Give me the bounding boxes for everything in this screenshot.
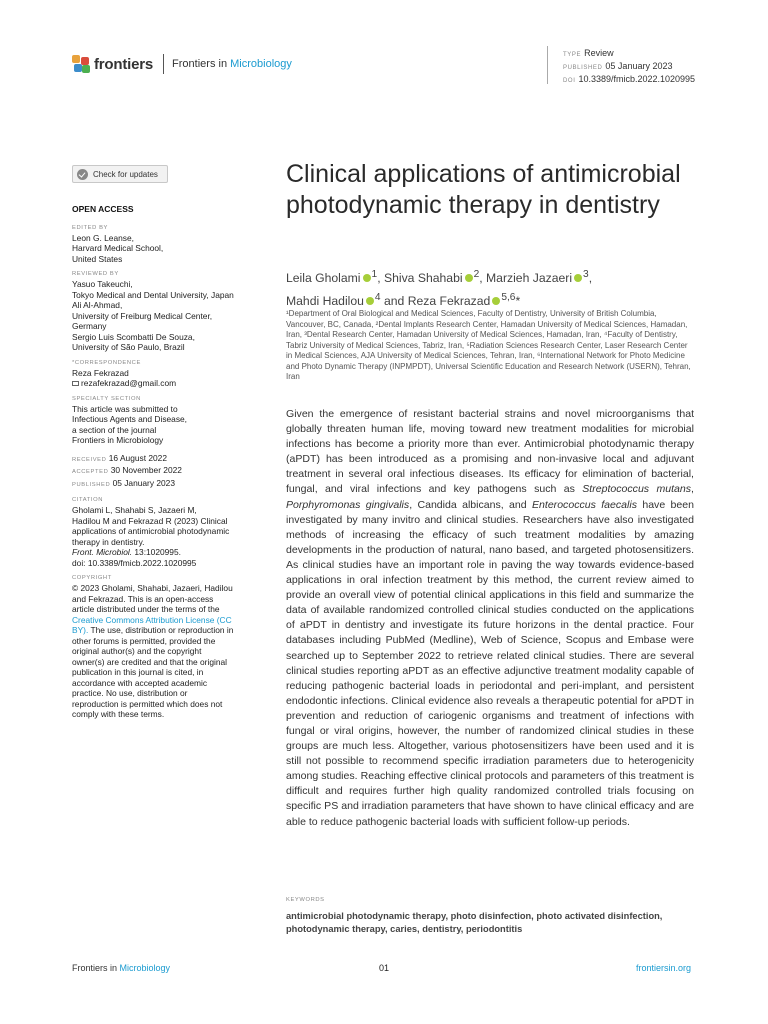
specialty-section xyxy=(72,404,254,446)
specialty-line: Frontiers in Microbiology xyxy=(72,435,164,445)
author-name[interactable]: Mahdi Hadilou xyxy=(286,294,364,309)
journal-prefix: Frontiers in xyxy=(172,58,228,70)
published-label: PUBLISHED xyxy=(563,65,603,71)
orcid-icon[interactable] xyxy=(465,274,473,282)
page-number: 01 xyxy=(379,963,390,973)
reviewer-line: Ali Al-Ahmad, xyxy=(72,300,123,310)
author-affil-sup: 3 xyxy=(583,269,589,280)
received-label: RECEIVED xyxy=(72,456,107,463)
citation-line: Hadilou M and Fekrazad R (2023) Clinical xyxy=(72,515,228,526)
keywords: antimicrobial photodynamic therapy, photo disinfection, photo activated disinfection, photodynamic therapy, caries, dentistry, periodontitis xyxy=(286,911,663,934)
reviewed-by-label: REVIEWED BY xyxy=(72,271,119,277)
copyright-line: publication in this journal is cited, in xyxy=(72,667,204,677)
edited-by xyxy=(72,233,254,265)
abstract-text: , Candida albicans, and xyxy=(409,498,532,511)
doi-label: DOI xyxy=(563,78,576,84)
author[interactable] xyxy=(384,271,486,285)
published-row xyxy=(72,478,254,491)
reviewer-line: Germany xyxy=(72,321,107,331)
frontiers-logo-icon xyxy=(72,55,90,73)
keywords-label: KEYWORDS xyxy=(286,897,325,903)
reviewed-by xyxy=(72,279,254,353)
author-name[interactable]: Marzieh Jazaeri xyxy=(486,271,573,286)
correspondence-label: *CORRESPONDENCE xyxy=(72,359,141,366)
mail-icon xyxy=(72,381,79,386)
copyright-text: The use, distribution or reproduction in xyxy=(88,625,234,635)
abstract-text: Given the emergence of resistant bacterial strains and novel microorganisms that globally threaten human life, moving toward new treatment modalities for microbial infections has become a priority more than ever. Antimicrobial photodynamic therapy (aPDT) has been introduced as a promising and non-invasive local and adjuvant treatment in several oral infectious diseases. Its efficacy for elimination of bacterial, fungal, and viral infections and key pathogens such as xyxy=(286,408,694,496)
edited-by-label: EDITED BY xyxy=(72,224,109,231)
frontiers-logo[interactable] xyxy=(72,54,292,74)
author[interactable] xyxy=(286,271,384,285)
author-affil-sup: 5,6 xyxy=(501,292,516,304)
author[interactable] xyxy=(408,294,521,308)
species-name: Streptococcus mutans xyxy=(582,483,692,496)
footer-journal[interactable] xyxy=(72,963,170,973)
copyright-line: practice. No use, distribution or xyxy=(72,688,188,698)
copyright-line: accordance with accepted academic xyxy=(72,677,208,688)
copyright-line: owner(s) are credited and that the original xyxy=(72,656,228,667)
citation-line: Gholami L, Shahabi S, Jazaeri M, xyxy=(72,505,197,515)
correspondence-email[interactable]: rezafekrazad@gmail.com xyxy=(81,378,177,388)
accepted-row xyxy=(72,465,254,478)
copyright-line: © 2023 Gholami, Shahabi, Jazaeri, Hadilou xyxy=(72,583,233,593)
reviewer-line: Tokyo Medical and Dental University, Japan xyxy=(72,289,234,300)
journal-name[interactable] xyxy=(172,58,292,70)
copyright-label: COPYRIGHT xyxy=(72,575,112,581)
abstract-text: have been investigated by many invitro and clinical studies. Researchers have also investigated methods of increasing the efficacy of such treatment modalities by amazing developments in the production of natural, nano based, and targeted photosensitizers. As clinical studies have an important role in paving the way towards evidence-based applications in oral infection treatment by this method, the current review aimed to provide an overall view of potential clinical applications in this field and summarize the data of available randomized controlled clinical studies conducted on the applications of aPDT in dentistry and investigate its future horizons in the dental practice. Four databases including PubMed (Medline), Web of Science, Scopus and Embase were searched up to September 2022 to retrieve related clinical studies. There are several clinical studies reporting aPDT as an effective adjunctive treatment modality capable of reducing pathogenic bacterial loads in periodontal and peri-implant, and persistent endodontic infections. Clinical evidence also reveals a therapeutic potential for aPDT in prevention and reduction of cariogenic organisms and treatment of infections with fungal or viral origins, however, the number of randomized clinical studies in these groups are much less. Altogether, various photosensitizers have been used and it is still not possible to recommend specific irradiation parameters due to heterogenicity among studies. Reaching effective clinical protocols and parameters of this treatment is difficult and requires further high quality randomized controlled trials focusing on specific PS and irradiation parameters that have shown to have clinical efficacy and are able to reduce pathogenic bacterial loads with sufficient follow-up periods. xyxy=(286,498,694,828)
doi-value[interactable]: 10.3389/fmicb.2022.1020995 xyxy=(578,74,696,84)
published-value: 05 January 2023 xyxy=(605,61,673,71)
logo-square-3 xyxy=(74,64,82,72)
citation xyxy=(72,505,254,568)
author-separator: , xyxy=(588,271,593,286)
copyright-line: original author(s) and the copyright xyxy=(72,646,202,656)
orcid-icon[interactable] xyxy=(366,297,374,305)
orcid-icon[interactable] xyxy=(574,274,582,282)
orcid-icon[interactable] xyxy=(492,297,500,305)
header-divider xyxy=(163,54,164,74)
author-separator: * xyxy=(515,294,521,309)
citation-line: applications of antimicrobial photodynamic xyxy=(72,526,230,536)
type-label: TYPE xyxy=(563,52,582,58)
received-row xyxy=(72,453,254,466)
author-separator: , xyxy=(479,271,487,286)
edited-by-line: United States xyxy=(72,253,123,264)
citation-journal-line xyxy=(72,547,254,558)
reviewer-line: University of Freiburg Medical Center, xyxy=(72,310,213,321)
correspondence-email-row[interactable] xyxy=(72,378,254,389)
journal-title: Microbiology xyxy=(230,58,292,70)
meta-divider xyxy=(547,46,548,84)
license-link-end[interactable]: BY). xyxy=(72,625,89,635)
author-affil-sup: 1 xyxy=(371,269,378,280)
footer-site-link[interactable]: frontiersin.org xyxy=(636,963,692,973)
open-access-label: OPEN ACCESS xyxy=(72,204,134,214)
author-affil-sup: 4 xyxy=(374,292,381,304)
citation-journal: Front. Microbiol. xyxy=(72,547,133,557)
author-affil-sup: 2 xyxy=(473,269,480,280)
author-separator: , xyxy=(377,271,384,286)
citation-line: therapy in dentistry. xyxy=(72,536,145,547)
logo-square-4 xyxy=(82,65,90,73)
brand-name: frontiers xyxy=(94,55,154,73)
author-list xyxy=(286,265,706,311)
specialty-line: a section of the journal xyxy=(72,424,157,435)
citation-doi[interactable]: doi: 10.3389/fmicb.2022.1020995 xyxy=(72,557,197,568)
species-name: Enterococcus faecalis xyxy=(531,498,637,511)
sidebar xyxy=(72,204,254,720)
specialty-label: SPECIALTY SECTION xyxy=(72,395,141,402)
type-value: Review xyxy=(584,48,614,58)
edited-by-line: Leon G. Leanse, xyxy=(72,232,134,243)
abstract-text: , xyxy=(691,483,694,496)
author[interactable] xyxy=(286,294,408,308)
citation-label: CITATION xyxy=(72,497,103,503)
copyright xyxy=(72,583,254,720)
checkmark-icon xyxy=(77,169,88,180)
author-separator: and xyxy=(380,294,408,309)
accepted-label: ACCEPTED xyxy=(72,469,109,475)
article-meta xyxy=(563,48,695,87)
copyright-line: comply with these terms. xyxy=(72,709,165,719)
published-label-side: PUBLISHED xyxy=(72,481,111,488)
check-updates-label: Check for updates xyxy=(93,169,158,179)
species-name: Porphyromonas gingivalis xyxy=(286,498,410,511)
correspondence-name: Reza Fekrazad xyxy=(72,367,129,378)
footer-journal-prefix: Frontiers in xyxy=(72,963,118,973)
author-name[interactable]: Reza Fekrazad xyxy=(407,294,491,309)
copyright-line: and Fekrazad. This is an open-access xyxy=(72,593,214,604)
copyright-line: reproduction is permitted which does not xyxy=(72,698,223,709)
check-updates-button[interactable] xyxy=(72,165,168,183)
reviewer-line: Sergio Luis Scombatti De Souza, xyxy=(72,331,195,342)
article-title: Clinical applications of antimicrobial photodynamic therapy in dentistry xyxy=(286,160,681,219)
author-name[interactable]: Shiva Shahabi xyxy=(383,271,463,286)
reviewer-line: Yasuo Takeuchi, xyxy=(72,279,133,289)
accepted-date: 30 November 2022 xyxy=(110,465,182,475)
footer-journal-name: Microbiology xyxy=(119,963,171,973)
logo-square-2 xyxy=(81,57,89,65)
orcid-icon[interactable] xyxy=(363,274,371,282)
copyright-line: article distributed under the terms of the xyxy=(72,604,220,614)
affiliations: ¹Department of Oral Biological and Medical Sciences, Faculty of Dentistry, University of British Columbia, Vancouver, BC, Canada, ²Dental Implants Research Center, Hamadan University of Medical Sciences, Hamadan, Iran, ³Dental Research Center, Hamadan University of Medical Sciences, Hamadan, Iran, ⁴Faculty of Dentistry, Tabriz University of Medical Sciences, Tabriz, Iran, ⁵Radiation Sciences Research Center, Laser Research Center in Medical Sciences, AJA University of Medical Sciences, Tehran, Iran, ⁶International Network for Photo Medicine and Photo Dynamic Therapy (INPMPDT), Universal Scientific Education and Research Network (USERN), Tehran, Iran xyxy=(286,309,691,381)
copyright-line: other forums is permitted, provided the xyxy=(72,635,216,646)
copyright-line xyxy=(72,625,254,636)
received-date: 16 August 2022 xyxy=(108,452,167,463)
specialty-line: Infectious Agents and Disease, xyxy=(72,414,187,424)
reviewer-line: University of São Paulo, Brazil xyxy=(72,342,185,352)
citation-volume: 13:1020995. xyxy=(132,547,181,557)
dates xyxy=(72,453,254,491)
author-name[interactable]: Leila Gholami xyxy=(286,271,361,286)
edited-by-line: Harvard Medical School, xyxy=(72,243,164,253)
license-link[interactable]: Creative Commons Attribution License (CC xyxy=(72,614,232,625)
published-date: 05 January 2023 xyxy=(112,477,175,488)
author[interactable] xyxy=(486,271,592,285)
abstract xyxy=(286,407,694,830)
specialty-line: This article was submitted to xyxy=(72,403,178,414)
logo-square-1 xyxy=(72,55,80,63)
